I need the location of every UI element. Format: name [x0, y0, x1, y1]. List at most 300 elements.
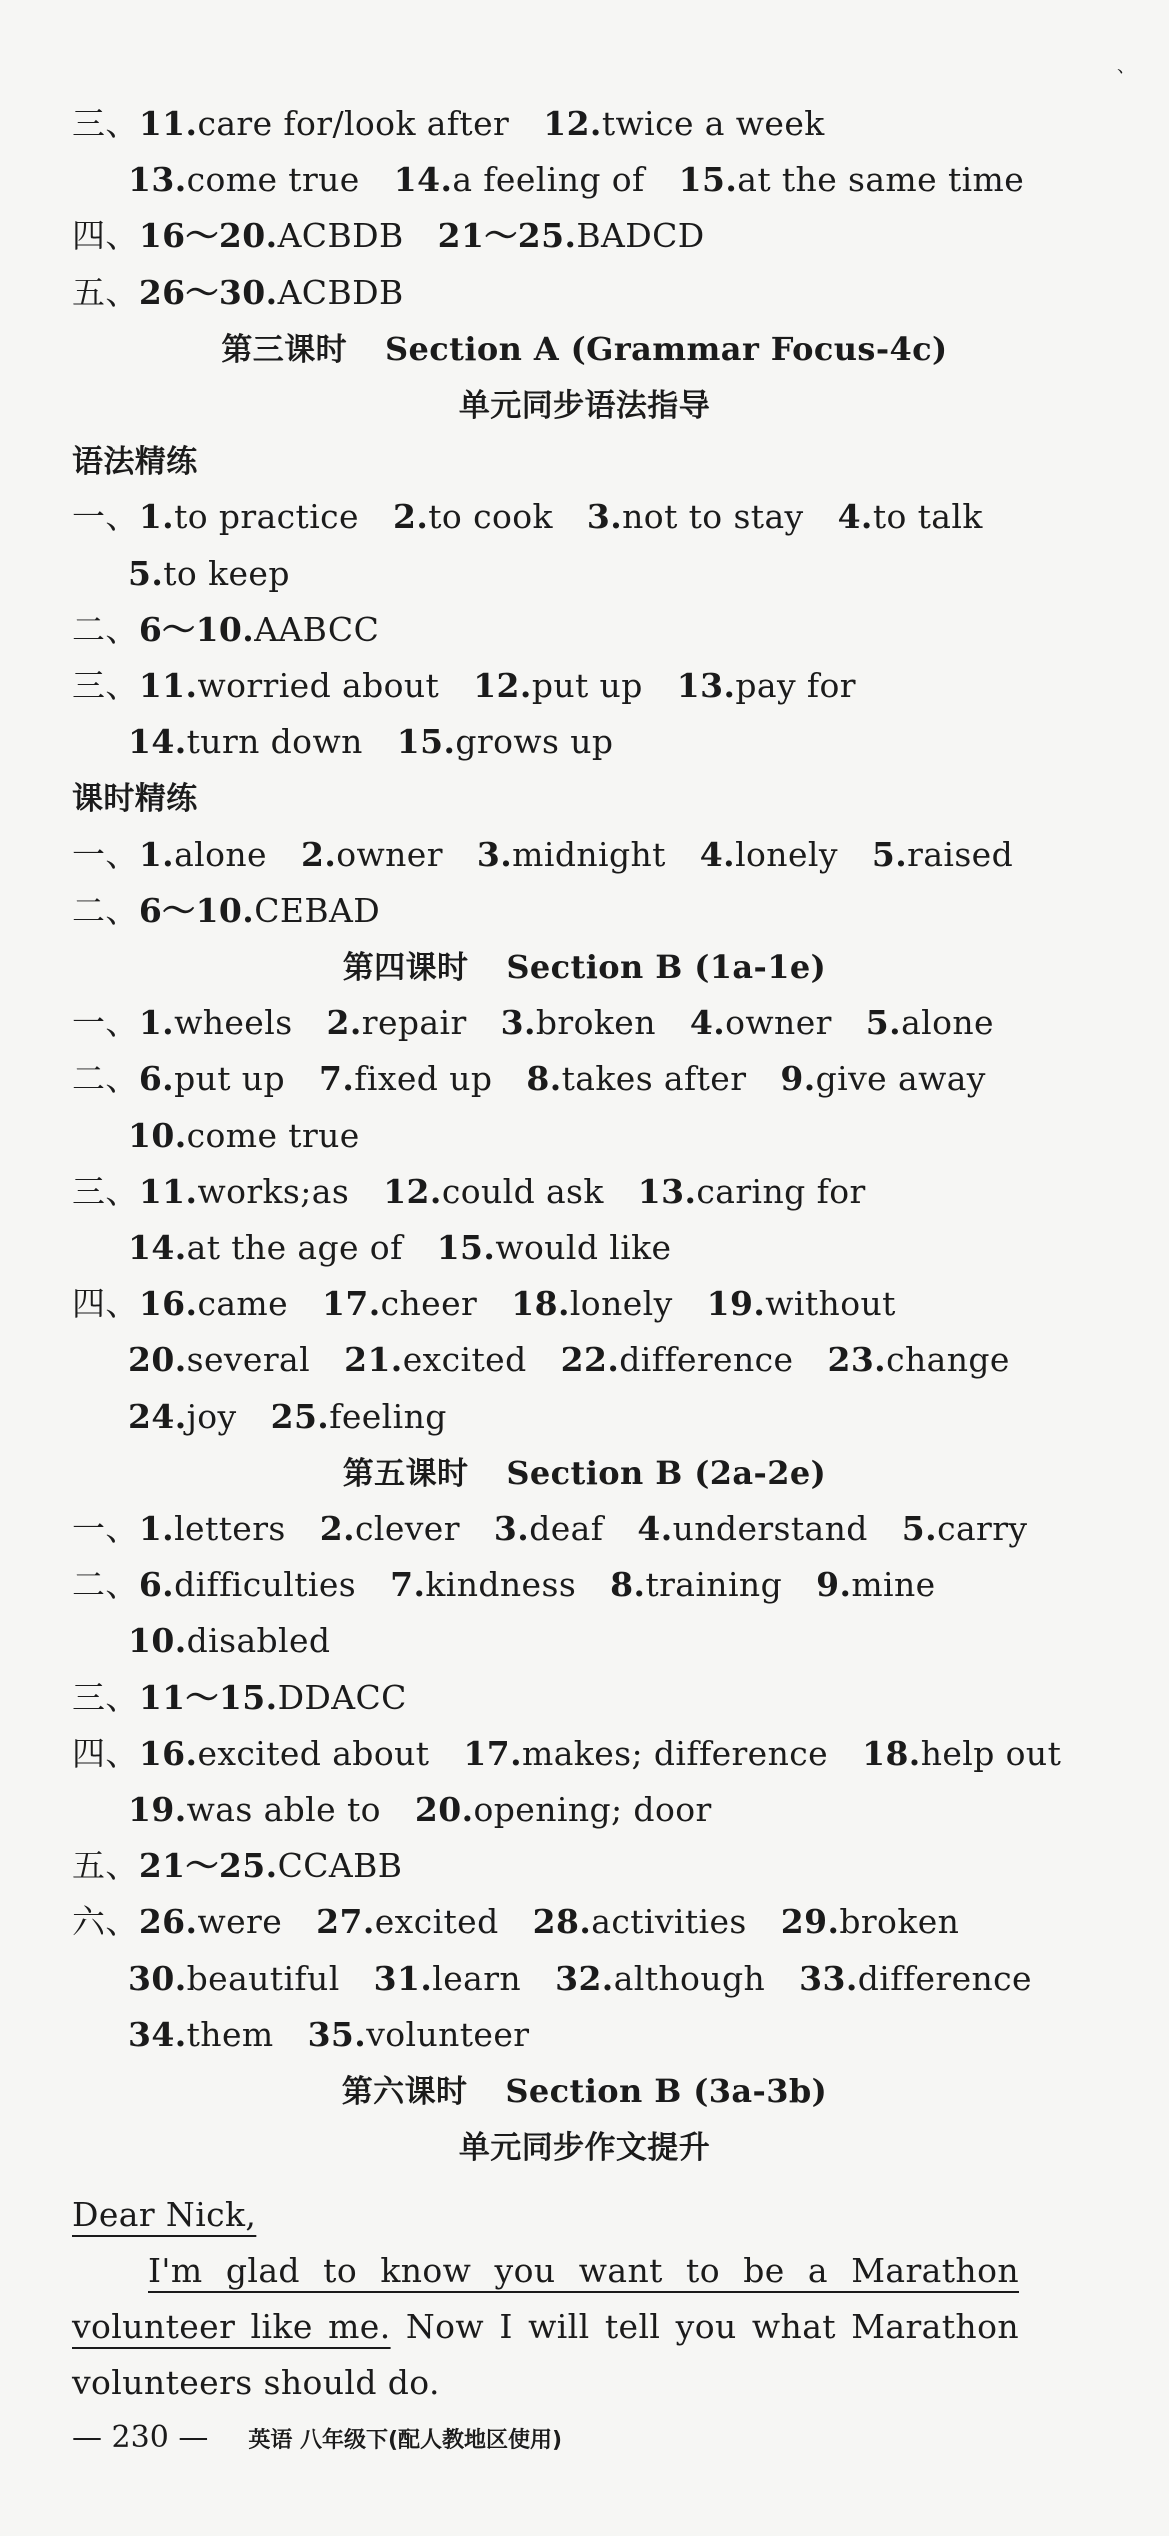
- answer-text: difference: [619, 1340, 794, 1379]
- question-number: 11～15.: [138, 1678, 278, 1717]
- answer-row: [72, 95, 1129, 152]
- question-number: 21.: [344, 1340, 403, 1379]
- answer-item: [128, 1612, 330, 1669]
- answer-item: [316, 1893, 499, 1950]
- answer-text: pay for: [735, 666, 856, 705]
- question-number: 19.: [706, 1284, 766, 1323]
- question-number: 33.: [799, 1959, 858, 1998]
- answer-item: [128, 1107, 360, 1164]
- answer-item: [128, 1950, 340, 2007]
- question-group-prefix: 一、: [72, 835, 139, 874]
- lesson-title: 第三课时: [221, 332, 348, 368]
- answer-item: [473, 657, 643, 714]
- question-number: 3.: [586, 497, 623, 536]
- question-number: 2.: [319, 1509, 355, 1548]
- answer-row: [128, 1388, 1129, 1445]
- answer-text: change: [886, 1340, 1010, 1379]
- answer-text: clever: [355, 1509, 460, 1548]
- page-footer: [72, 2413, 562, 2463]
- question-number: 2.: [392, 497, 429, 536]
- answer-item: [610, 1556, 782, 1613]
- answer-item: [139, 207, 404, 264]
- answer-text: DDACC: [277, 1678, 407, 1717]
- answer-text: CEBAD: [254, 891, 381, 930]
- question-number: 3.: [493, 1509, 530, 1548]
- answer-text: give away: [815, 1059, 986, 1098]
- answer-item: [707, 1275, 896, 1332]
- answer-text: could ask: [441, 1172, 604, 1211]
- answer-text: owner: [725, 1003, 832, 1042]
- answer-item: [139, 1275, 288, 1332]
- corner-mark: 、: [1117, 56, 1135, 77]
- answer-text: to practice: [174, 497, 359, 536]
- lesson-heading: [0, 320, 1169, 377]
- answer-text: although: [613, 1959, 766, 1998]
- question-group-prefix: 一、: [72, 497, 139, 536]
- answer-text: disabled: [186, 1621, 331, 1660]
- underlined-sentence-part-2: volunteer like me.: [72, 2307, 391, 2346]
- answer-item: [308, 2006, 530, 2063]
- answer-row: [128, 1950, 1129, 2007]
- answer-row: [72, 1163, 1129, 1220]
- answer-text: care for/look after: [197, 104, 510, 143]
- question-number: 28.: [532, 1902, 592, 1941]
- question-group-prefix: 五、: [72, 273, 139, 312]
- question-number: 30.: [128, 1959, 187, 1998]
- question-number: 1.: [138, 1003, 175, 1042]
- answer-row: [72, 1556, 1129, 1613]
- answer-text: to talk: [872, 497, 983, 536]
- answer-row: [72, 1725, 1129, 1782]
- answer-item: [816, 1556, 936, 1613]
- underlined-sentence-part-1: I'm glad to know you want to be a Marathon: [148, 2251, 1019, 2290]
- answer-text: to keep: [163, 554, 290, 593]
- answer-text: volunteer: [366, 2015, 530, 2054]
- question-number: 5.: [865, 1003, 902, 1042]
- question-number: 5.: [871, 835, 908, 874]
- answer-text: opening; door: [473, 1790, 712, 1829]
- answer-item: [320, 1500, 460, 1557]
- answer-text: were: [197, 1902, 283, 1941]
- question-number: 6～10.: [138, 891, 255, 930]
- question-number: 20.: [128, 1340, 187, 1379]
- question-number: 4.: [837, 497, 873, 536]
- answer-item: [477, 826, 666, 883]
- answer-item: [679, 151, 1025, 208]
- answer-text: mine: [851, 1565, 936, 1604]
- question-number: 9.: [780, 1059, 816, 1098]
- answer-item: [327, 994, 467, 1051]
- answer-text: works;as: [197, 1172, 350, 1211]
- question-number: 19.: [128, 1790, 187, 1829]
- subsection-heading: [72, 769, 1129, 826]
- answer-text: wheels: [174, 1003, 293, 1042]
- answer-row: [128, 1612, 1129, 1669]
- answer-item: [838, 488, 983, 545]
- question-group-prefix: 五、: [72, 1846, 139, 1885]
- answer-item: [393, 488, 553, 545]
- answer-text: not to stay: [622, 497, 804, 536]
- answer-item: [561, 1331, 794, 1388]
- answer-item: [344, 1331, 527, 1388]
- answer-item: [526, 1050, 746, 1107]
- answer-text: fixed up: [354, 1059, 493, 1098]
- answer-text: caring for: [696, 1172, 866, 1211]
- answer-item: [374, 1950, 521, 2007]
- answer-row: [72, 994, 1129, 1051]
- answer-text: excited: [374, 1902, 499, 1941]
- question-number: 10.: [128, 1116, 187, 1155]
- answer-item: [501, 994, 656, 1051]
- answer-item: [637, 1500, 867, 1557]
- answer-item: [139, 601, 379, 658]
- answer-item: [271, 1388, 447, 1445]
- answer-row: [128, 2006, 1129, 2063]
- answer-item: [872, 826, 1013, 883]
- answer-item: [139, 264, 404, 321]
- answer-item: [139, 826, 267, 883]
- question-group-prefix: 四、: [72, 1284, 139, 1323]
- question-group-prefix: 二、: [72, 610, 139, 649]
- question-group-prefix: 六、: [72, 1902, 139, 1941]
- answer-text: takes after: [561, 1059, 747, 1098]
- question-number: 13.: [128, 160, 187, 199]
- question-number: 14.: [128, 1228, 187, 1267]
- question-number: 9.: [816, 1565, 852, 1604]
- answer-text: without: [765, 1284, 896, 1323]
- answer-row: [72, 1050, 1129, 1107]
- answer-text: come true: [186, 1116, 360, 1155]
- answer-text: twice a week: [601, 104, 825, 143]
- answer-text: learn: [432, 1959, 522, 1998]
- salutation-text: Dear Nick,: [72, 2195, 257, 2234]
- answer-row: [72, 488, 1129, 545]
- answer-text: BADCD: [576, 216, 705, 255]
- question-group-prefix: 二、: [72, 1565, 139, 1604]
- question-group-prefix: 三、: [72, 1172, 139, 1211]
- answer-text: put up: [531, 666, 643, 705]
- answer-item: [555, 1950, 765, 2007]
- answer-item: [139, 1500, 286, 1557]
- subsection-heading-text: 语法精练: [72, 444, 198, 480]
- unit-heading-text: 单元同步语法指导: [458, 388, 711, 424]
- question-group-prefix: 三、: [72, 666, 139, 705]
- question-number: 25.: [270, 1397, 330, 1436]
- question-number: 14.: [393, 160, 453, 199]
- question-number: 7.: [319, 1059, 355, 1098]
- question-number: 22.: [560, 1340, 620, 1379]
- answer-item: [638, 1163, 866, 1220]
- question-number: 1.: [138, 835, 175, 874]
- answer-row: [72, 1275, 1129, 1332]
- answer-text: training: [645, 1565, 783, 1604]
- answer-item: [827, 1331, 1009, 1388]
- unit-heading-text: 单元同步作文提升: [458, 2130, 711, 2166]
- answer-item: [139, 1669, 407, 1726]
- question-number: 23.: [827, 1340, 887, 1379]
- question-number: 5.: [901, 1509, 938, 1548]
- letter-line-2: [72, 2298, 1019, 2355]
- answer-text: kindness: [425, 1565, 577, 1604]
- question-number: 1.: [138, 497, 175, 536]
- answer-row: [72, 882, 1129, 939]
- lesson-title: 第四课时: [342, 950, 469, 986]
- answer-item: [866, 994, 994, 1051]
- answer-item: [128, 1781, 381, 1838]
- answer-item: [415, 1781, 712, 1838]
- answer-text: CCABB: [277, 1846, 403, 1885]
- answer-text: lonely: [569, 1284, 673, 1323]
- answer-text: beautiful: [186, 1959, 340, 1998]
- question-number: 18.: [862, 1734, 921, 1773]
- answer-text: come true: [186, 160, 360, 199]
- answer-item: [128, 713, 363, 770]
- answer-item: [139, 994, 293, 1051]
- answer-text: ACBDB: [277, 273, 404, 312]
- answer-item: [780, 1050, 985, 1107]
- answer-text: difference: [857, 1959, 1032, 1998]
- letter-salutation: [72, 2186, 1129, 2243]
- question-group-prefix: 四、: [72, 1734, 139, 1773]
- question-group-prefix: 一、: [72, 1509, 139, 1548]
- question-group-prefix: 四、: [72, 216, 139, 255]
- answer-item: [139, 657, 439, 714]
- answer-item: [902, 1500, 1028, 1557]
- answer-item: [139, 95, 509, 152]
- answer-item: [128, 545, 290, 602]
- question-number: 3.: [500, 1003, 536, 1042]
- answer-item: [128, 1331, 310, 1388]
- answer-text: AABCC: [254, 610, 380, 649]
- answer-text: raised: [907, 835, 1014, 874]
- answer-text: lonely: [735, 835, 838, 874]
- answer-text: excited about: [197, 1734, 430, 1773]
- question-number: 17.: [463, 1734, 523, 1773]
- answer-row: [72, 264, 1129, 321]
- question-number: 5.: [128, 554, 164, 593]
- answer-item: [511, 1275, 672, 1332]
- answer-item: [700, 826, 838, 883]
- answer-text: turn down: [186, 722, 363, 761]
- page-number: — 230 —: [72, 2420, 209, 2455]
- answer-text: came: [197, 1284, 289, 1323]
- unit-heading: [0, 376, 1169, 433]
- letter-line-3: [72, 2354, 1129, 2411]
- answer-text: excited: [402, 1340, 527, 1379]
- question-number: 20.: [414, 1790, 474, 1829]
- answer-item: [139, 1556, 356, 1613]
- question-group-prefix: 三、: [72, 104, 139, 143]
- question-group-prefix: 三、: [72, 1678, 139, 1717]
- answer-row: [128, 1331, 1129, 1388]
- answer-row: [72, 1500, 1129, 1557]
- question-number: 2.: [326, 1003, 362, 1042]
- answer-row: [128, 545, 1129, 602]
- answer-item: [390, 1556, 576, 1613]
- answer-text: understand: [672, 1509, 868, 1548]
- answer-text: makes; difference: [522, 1734, 829, 1773]
- question-number: 1.: [138, 1509, 175, 1548]
- question-number: 18.: [511, 1284, 570, 1323]
- question-number: 35.: [307, 2015, 367, 2054]
- answer-item: [301, 826, 443, 883]
- answer-item: [139, 1050, 285, 1107]
- answer-item: [862, 1725, 1061, 1782]
- question-number: 29.: [780, 1902, 840, 1941]
- answer-row: [72, 1837, 1129, 1894]
- answer-text: to cook: [428, 497, 553, 536]
- answer-row: [72, 826, 1129, 883]
- answer-item: [533, 1893, 747, 1950]
- question-number: 15.: [678, 160, 738, 199]
- section-title: Section A (Grammar Focus-4c): [385, 330, 948, 368]
- letter-line-3-text: volunteers should do.: [72, 2363, 440, 2402]
- lesson-title: 第五课时: [342, 1456, 469, 1492]
- question-number: 8.: [610, 1565, 646, 1604]
- question-number: 15.: [436, 1228, 496, 1267]
- question-number: 16.: [138, 1284, 198, 1323]
- subsection-heading: [72, 432, 1129, 489]
- question-number: 12.: [383, 1172, 442, 1211]
- section-title: Section B (2a-2e): [506, 1454, 827, 1492]
- question-number: 6～10.: [138, 610, 255, 649]
- answer-text: letters: [174, 1509, 286, 1548]
- answer-item: [463, 1725, 828, 1782]
- answer-item: [128, 2006, 274, 2063]
- answer-text: difficulties: [174, 1565, 357, 1604]
- question-number: 7.: [390, 1565, 426, 1604]
- answer-text: at the same time: [737, 160, 1025, 199]
- question-number: 26～30.: [138, 273, 278, 312]
- lesson-heading: [0, 1444, 1169, 1501]
- question-number: 32.: [555, 1959, 614, 1998]
- answer-text: repair: [361, 1003, 467, 1042]
- question-number: 21～25.: [437, 216, 577, 255]
- answer-item: [139, 1163, 349, 1220]
- answer-item: [139, 488, 359, 545]
- question-number: 17.: [322, 1284, 381, 1323]
- answer-text: a feeling of: [452, 160, 645, 199]
- question-number: 2.: [300, 835, 337, 874]
- question-number: 26.: [138, 1902, 198, 1941]
- question-number: 14.: [128, 722, 187, 761]
- question-number: 11.: [138, 666, 198, 705]
- answer-item: [394, 151, 645, 208]
- answer-text: was able to: [186, 1790, 381, 1829]
- answer-text: owner: [336, 835, 443, 874]
- answer-row: [72, 207, 1129, 264]
- answer-item: [139, 1837, 403, 1894]
- answer-text: joy: [186, 1397, 237, 1436]
- letter-line-2-rest: Now I will tell you what Marathon: [390, 2307, 1019, 2346]
- question-number: 13.: [676, 666, 736, 705]
- answer-item: [677, 657, 856, 714]
- question-number: 6.: [138, 1059, 175, 1098]
- question-number: 10.: [128, 1621, 187, 1660]
- question-number: 13.: [637, 1172, 697, 1211]
- question-number: 11.: [138, 1172, 198, 1211]
- subsection-heading-text: 课时精练: [72, 781, 198, 817]
- question-number: 12.: [543, 104, 602, 143]
- answer-item: [781, 1893, 960, 1950]
- question-number: 21～25.: [138, 1846, 278, 1885]
- question-number: 15.: [396, 722, 456, 761]
- answer-text: alone: [901, 1003, 994, 1042]
- answer-row: [72, 1893, 1129, 1950]
- answer-row: [128, 1107, 1129, 1164]
- question-number: 12.: [473, 666, 532, 705]
- question-number: 27.: [316, 1902, 375, 1941]
- lesson-heading: [0, 2062, 1169, 2119]
- question-number: 16.: [138, 1734, 198, 1773]
- answer-item: [322, 1275, 477, 1332]
- answer-text: ACBDB: [277, 216, 404, 255]
- answer-item: [128, 151, 360, 208]
- question-group-prefix: 二、: [72, 891, 139, 930]
- question-number: 16～20.: [138, 216, 278, 255]
- answer-row: [72, 601, 1129, 658]
- question-number: 6.: [138, 1565, 175, 1604]
- answer-text: them: [186, 2015, 274, 2054]
- question-number: 11.: [138, 104, 198, 143]
- question-group-prefix: 二、: [72, 1059, 139, 1098]
- answer-item: [690, 994, 832, 1051]
- answer-text: broken: [839, 1902, 960, 1941]
- lesson-title: 第六课时: [341, 2074, 468, 2110]
- unit-heading: [0, 2118, 1169, 2175]
- answer-text: feeling: [329, 1397, 447, 1436]
- question-number: 31.: [373, 1959, 433, 1998]
- question-number: 4.: [637, 1509, 673, 1548]
- answer-text: midnight: [512, 835, 666, 874]
- question-number: 24.: [128, 1397, 187, 1436]
- answer-row: [128, 1219, 1129, 1276]
- answer-item: [543, 95, 824, 152]
- answer-item: [587, 488, 804, 545]
- question-number: 8.: [526, 1059, 562, 1098]
- question-number: 4.: [689, 1003, 726, 1042]
- answer-row: [72, 1669, 1129, 1726]
- answer-text: worried about: [197, 666, 440, 705]
- answer-row: [128, 713, 1129, 770]
- answer-text: several: [186, 1340, 311, 1379]
- answer-text: cheer: [380, 1284, 478, 1323]
- answer-text: would like: [495, 1228, 672, 1267]
- section-title: Section B (1a-1e): [506, 948, 827, 986]
- answer-row: [128, 1781, 1129, 1838]
- answer-item: [128, 1388, 237, 1445]
- answer-text: broken: [535, 1003, 656, 1042]
- answer-text: grows up: [455, 722, 614, 761]
- section-title: Section B (3a-3b): [505, 2072, 828, 2110]
- question-number: 4.: [699, 835, 736, 874]
- answer-item: [799, 1950, 1032, 2007]
- answer-text: activities: [591, 1902, 747, 1941]
- answer-text: put up: [174, 1059, 285, 1098]
- answer-text: at the age of: [186, 1228, 403, 1267]
- answer-item: [438, 207, 705, 264]
- answer-row: [128, 151, 1129, 208]
- book-info: 英语 八年级下(配人教地区使用): [248, 2428, 563, 2453]
- question-group-prefix: 一、: [72, 1003, 139, 1042]
- answer-item: [494, 1500, 603, 1557]
- answer-item: [437, 1219, 672, 1276]
- letter-line-1: [148, 2242, 1019, 2299]
- question-number: 3.: [476, 835, 513, 874]
- answer-item: [139, 882, 380, 939]
- answer-text: alone: [174, 835, 267, 874]
- answer-item: [397, 713, 614, 770]
